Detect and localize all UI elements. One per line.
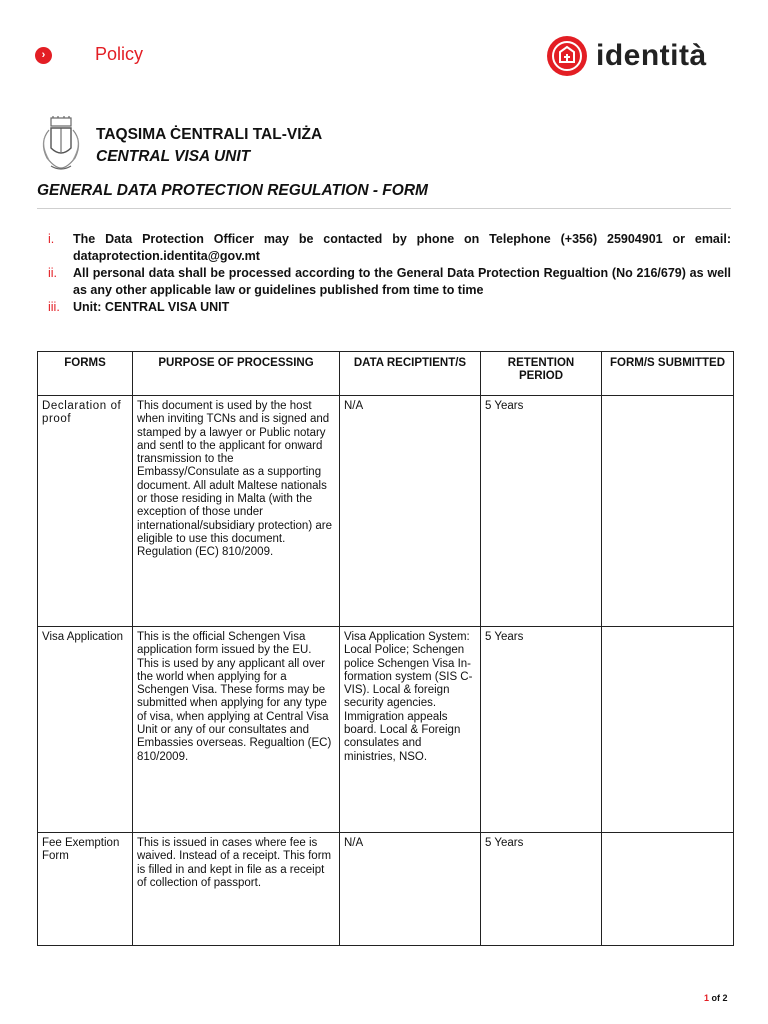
table-row — [38, 833, 734, 946]
divider — [37, 208, 731, 209]
brand-logo — [546, 34, 707, 78]
table-header-row — [38, 352, 734, 396]
cell-retention: 5 Years — [481, 627, 602, 833]
cell-recipients: N/A — [340, 396, 481, 627]
page-current: 1 — [704, 993, 710, 1003]
page-total: of 2 — [711, 993, 728, 1003]
unit-title-english: CENTRAL VISA UNIT — [96, 148, 251, 165]
malta-coat-of-arms-icon — [37, 116, 85, 172]
gdpr-forms-table — [37, 351, 734, 946]
note-text: All personal data shall be processed according to the General Data Protection Regualtion (No 216/679) as well as any other applicable law or guidelines published from time to time — [73, 266, 731, 297]
cell-form: Declaration of proof — [38, 396, 133, 627]
unit-title-maltese: TAQSIMA ĊENTRALI TAL-VIŻA — [96, 126, 323, 143]
note-item — [37, 265, 731, 299]
section-label: Policy — [95, 44, 144, 64]
column-header-submitted: FORM/S SUBMITTED — [602, 352, 734, 396]
chevron-right-icon: › — [35, 47, 52, 64]
column-header-purpose: PURPOSE OF PROCESSING — [133, 352, 340, 396]
form-title: GENERAL DATA PROTECTION REGULATION - FORM — [37, 182, 428, 199]
column-header-forms: FORMS — [38, 352, 133, 396]
cell-submitted — [602, 627, 734, 833]
page-indicator — [704, 993, 728, 1003]
note-item — [37, 231, 731, 265]
column-header-recipients: DATA RECIPTIENT/S — [340, 352, 481, 396]
note-text: The Data Protection Officer may be contacted by phone on Telephone (+356) 25904901 or email: dataprotection.identita@gov.mt — [73, 232, 731, 263]
cell-purpose: This document is used by the host when inviting TCNs and is signed and stamped by a lawyer or Public notary and sentl to the applicant for onward transmission to the Embassy/Consulate as a supporting document. All adult Maltese nationals or those residing in Malta (with the exception of those under international/subsidiary protection) are eligible to use this document. Regulation (EC) 810/2009. — [133, 396, 340, 627]
column-header-retention: RETENTION PERIOD — [481, 352, 602, 396]
cell-form: Fee Exemption Form — [38, 833, 133, 946]
cell-form: Visa Application — [38, 627, 133, 833]
cell-recipients: Visa Application System: Local Police; Schengen police Schengen Visa In-formation system (SIS C-VIS). Local & foreign security agencies. Immigration appeals board. Local & Foreign consulates and ministries, NSO. — [340, 627, 481, 833]
cell-retention: 5 Years — [481, 833, 602, 946]
table-row — [38, 627, 734, 833]
note-number: iii. — [48, 300, 60, 314]
cell-submitted — [602, 833, 734, 946]
brand-name: identità — [596, 39, 707, 72]
note-number: ii. — [48, 266, 58, 280]
cell-recipients: N/A — [340, 833, 481, 946]
cell-retention: 5 Years — [481, 396, 602, 627]
table-row — [38, 396, 734, 627]
cell-purpose: This is the official Schengen Visa application form issued by the EU. This is used by any applicant all over the world when applying for a Schengen Visa. These forms may be submitted when applying for any type of visa, when applying at Central Visa Unit or any of our consultates and Embassies overseas. Regualtion (EC) 810/2009. — [133, 627, 340, 833]
note-text: Unit: CENTRAL VISA UNIT — [73, 300, 230, 314]
note-item — [37, 299, 731, 316]
cell-submitted — [602, 396, 734, 627]
cell-purpose: This is issued in cases where fee is waived. Instead of a receipt. This form is filled in and kept in file as a receipt of collection of passport. — [133, 833, 340, 946]
note-number: i. — [48, 232, 55, 246]
identita-logo-icon — [546, 35, 588, 77]
notes-list — [37, 231, 731, 316]
